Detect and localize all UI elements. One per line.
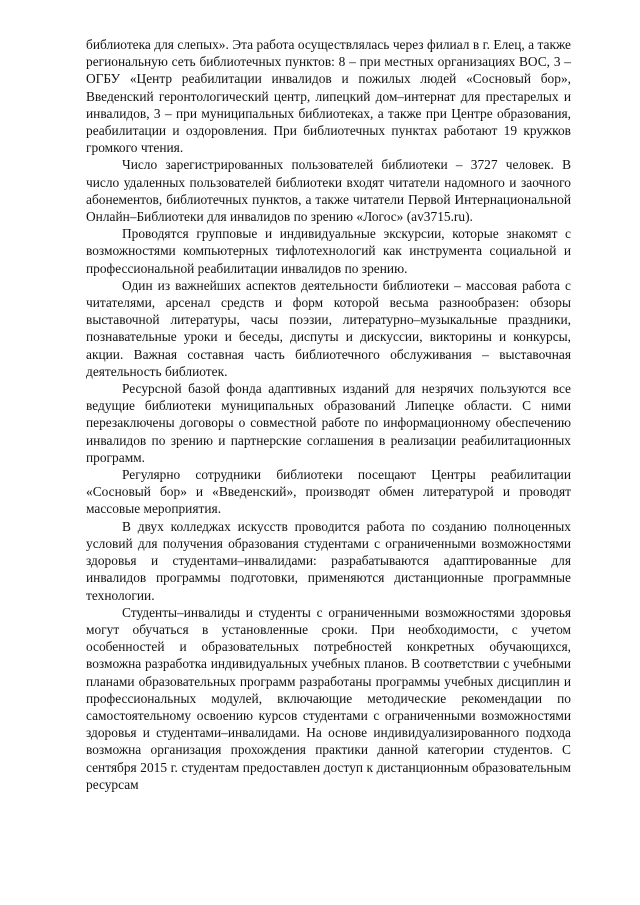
paragraph-excursions: Проводятся групповые и индивидуальные экскурсии, которые знакомят с возможностями компьютерных тифлотехнологий как инструмента социальной и профессиональной реабилитации инвалидов по зрению. [86,226,571,276]
paragraph-resource-base: Ресурсной базой фонда адаптивных изданий для незрячих пользуются все ведущие библиотеки муниципальных образований Липецке области. С ними перезаключены договоры о совместной работе по информационному обеспечению инвалидов по зрению и партнерские соглашения в реализации реабилитационных программ. [86,381,571,465]
paragraph-rehab-centers: Регулярно сотрудники библиотеки посещают Центры реабилитации «Сосновый бор» и «Введенский», производят обмен литературой и проводят массовые мероприятия. [86,467,571,517]
paragraph-disabled-students: Студенты–инвалиды и студенты с ограниченными возможностями здоровья могут обучаться в установленные сроки. При необходимости, с учетом особенностей и образовательных потребностей конкретных обучающихся, возможна разработка индивидуальных учебных планов. В соответствии с учебными планами образовательных программ разработаны программы учебных дисциплин и профессиональных модулей, включающие методические рекомендации по самостоятельному освоению курсов студентами с ограниченными возможностями здоровья и студентами–инвалидами. На основе индивидуализированного подхода возможна организация прохождения практики данной категории студентов. С сентября 2015 г. студентам предоставлен доступ к дистанционным образовательным ресурсам [86,604,571,792]
paragraph-library-network: библиотека для слепых». Эта работа осуществлялась через филиал в г. Елец, а также региональную сеть библиотечных пунктов: 8 – при местных организациях ВОС, 3 – ОГБУ «Центр реабилитации инвалидов и пожилых людей «Сосновый бор», Введенский геронтологический центр, липецкий дом–интернат для престарелых и инвалидов, 3 – при муниципальных библиотеках, а также при Центре образования, реабилитации и оздоровления. При библиотечных пунктах работают 19 кружков громкого чтения. [86,37,571,156]
paragraph-registered-users: Число зарегистрированных пользователей библиотеки – 3727 человек. В число удаленных пользователей библиотеки входят читатели надомного и заочного абонементов, библиотечных пунктов, а также читатели Первой Интернациональной Онлайн–Библиотеки для инвалидов по зрению «Логос» (av3715.ru). [86,157,571,225]
paragraph-art-colleges: В двух колледжах искусств проводится работа по созданию полноценных условий для получения образования студентами с ограниченными возможностями здоровья и студентами–инвалидами: разрабатываются адаптированные для инвалидов программы подготовки, применяются дистанционные программные технологии. [86,518,571,603]
document-page [86,36,571,793]
paragraph-mass-work: Один из важнейших аспектов деятельности библиотеки – массовая работа с читателями, арсенал средств и форм которой весьма разнообразен: обзоры выставочной литературы, часы поэзии, литературно–музыкальные праздники, познавательные уроки и беседы, диспуты и дискуссии, викторины и конкурсы, акции. Важная составная часть библиотечного обслуживания – выставочная деятельность библиотек. [86,277,571,379]
